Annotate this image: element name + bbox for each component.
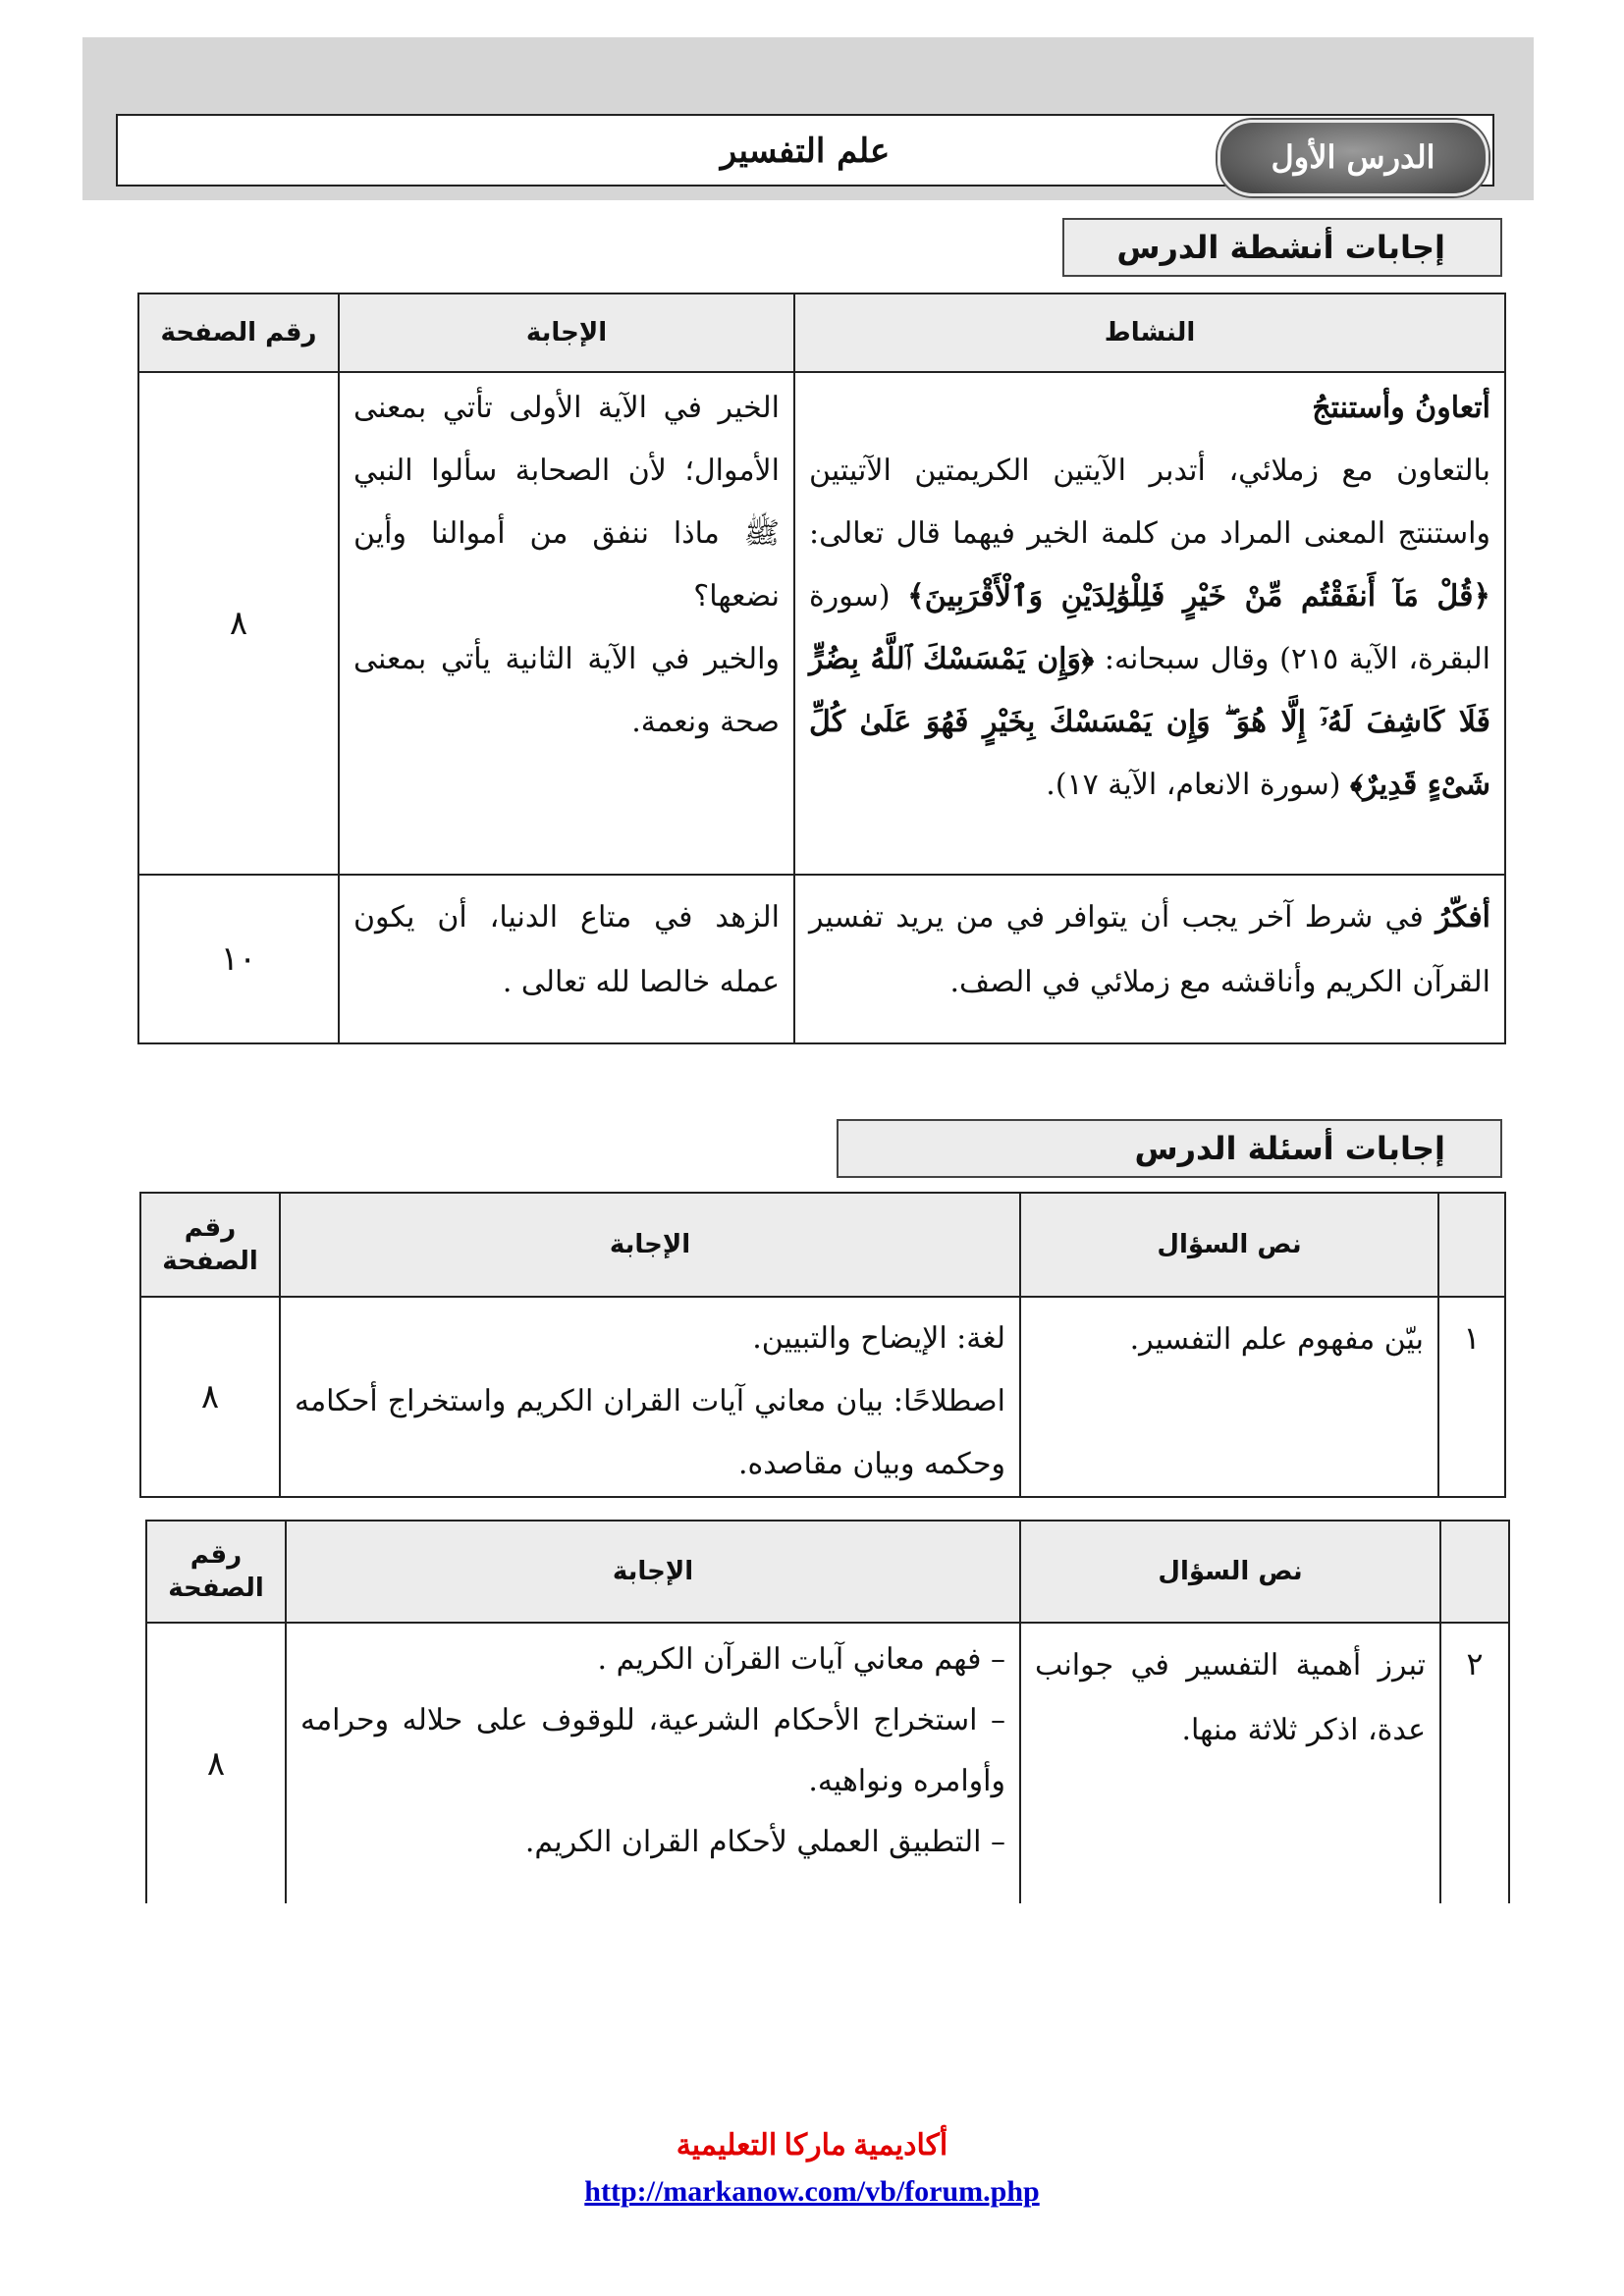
activities-section-title: إجابات أنشطة الدرس [1062,218,1502,277]
activity-text: بالتعاون مع زملائي، أتدبر الآيتين الكريمتين الآتيتين واستنتج المعنى المراد من كلمة الخير فيهما قال تعالى: [809,454,1490,551]
question-index: ١ [1438,1297,1505,1497]
question-cell [1020,1297,1438,1497]
table-row [146,1623,1509,1903]
page-column-header: رقم الصفحة [146,1521,286,1623]
answer-text: اصطلاحًا: بيان معاني آيات القران الكريم واستخراج أحكامه وحكمه وبيان مقاصده. [295,1384,1005,1481]
answer-text: والخير في الآية الثانية يأتي بمعنى صحة ونعمة. [353,642,780,739]
answer-text: لغة: الإيضاح والتبيين. [752,1321,1005,1356]
questions-section-title: إجابات أسئلة الدرس [837,1119,1502,1178]
activity-cell [794,875,1505,1043]
answer-column-header: الإجابة [280,1193,1020,1297]
questions-table-2 [145,1520,1510,1903]
lesson-label-badge: الدرس الأول [1218,120,1489,196]
table-row [140,1297,1505,1497]
verse-reference: (سورة الانعام، الآية ١٧). [1046,768,1341,802]
activity-title: أفكّرُ [1435,900,1490,934]
index-column-header [1440,1521,1509,1623]
question-text: تبرز أهمية التفسير في جوانب عدة، اذكر ثلاثة منها. [1035,1648,1426,1747]
footer-academy-name: أكاديمية ماركا التعليمية [676,2129,948,2162]
lesson-title: علم التفسير [720,132,891,171]
footer-link[interactable]: http://markanow.com/vb/forum.php [584,2175,1040,2208]
quran-verse: ﴿وَإِن يَمْسَسْكَ ٱللَّهُ بِضُرٍّ فَلَا كَاشِفَ لَهُۥٓ إِلَّا هُوَ ۖ وَإِن يَمْسَسْكَ بِخَيْرٍ فَهُوَ عَلَىٰ كُلِّ شَىْءٍ قَدِيرٌ﴾ [809,642,1490,802]
activity-text: في شرط آخر يجب أن يتوافر في من يريد تفسير القرآن الكريم وأناقشه مع زملائي في الصف. [809,900,1490,999]
activity-cell [794,372,1505,875]
answer-cell [339,875,794,1043]
page-number: ١٠ [138,875,339,1043]
answer-text: – استخراج الأحكام الشرعية، للوقوف على حلاله وحرامه وأوامره ونواهيه. [300,1703,1005,1798]
answer-column-header: الإجابة [286,1521,1020,1623]
page-column-header: رقم الصفحة [138,294,339,372]
question-index: ٢ [1440,1623,1509,1903]
answer-cell [339,372,794,875]
activity-column-header: النشاط [794,294,1505,372]
activities-table [137,293,1506,1044]
answer-text: – فهم معاني آيات القرآن الكريم . [597,1642,1005,1677]
activity-title: أتعاونُ وأستنتجُ [1312,391,1490,425]
page-number: ٨ [140,1297,280,1497]
answer-cell [280,1297,1020,1497]
index-column-header [1438,1193,1505,1297]
question-column-header: نص السؤال [1020,1193,1438,1297]
table-row [138,372,1505,875]
questions-header-row [140,1193,1505,1297]
questions-table-1 [139,1192,1506,1498]
verse-reference: (سورة البقرة، الآية ٢١٥) وقال سبحانه: [809,579,1490,676]
quran-verse: ﴿قُلْ مَآ أَنفَقْتُم مِّنْ خَيْرٍ فَلِلْوَٰلِدَيْنِ وَٱلْأَقْرَبِينَ﴾ [907,579,1490,614]
table-row [138,875,1505,1043]
questions-header-row [146,1521,1509,1623]
question-text: بيّن مفهوم علم التفسير. [1129,1322,1424,1357]
answer-column-header: الإجابة [339,294,794,372]
question-column-header: نص السؤال [1020,1521,1440,1623]
answer-text: – التطبيق العملي لأحكام القران الكريم. [524,1825,1005,1859]
activities-header-row [138,294,1505,372]
page-column-header: رقم الصفحة [140,1193,280,1297]
page-number: ٨ [146,1623,286,1903]
answer-cell [286,1623,1020,1903]
question-cell [1020,1623,1440,1903]
answer-text: الزهد في متاع الدنيا، أن يكون عمله خالصا لله تعالى . [353,900,780,999]
page-number: ٨ [138,372,339,875]
answer-text: الخير في الآية الأولى تأتي بمعنى الأموال؛ لأن الصحابة سألوا النبي ﷺ ماذا ننفق من أموالنا وأين نضعها؟ [353,391,780,614]
